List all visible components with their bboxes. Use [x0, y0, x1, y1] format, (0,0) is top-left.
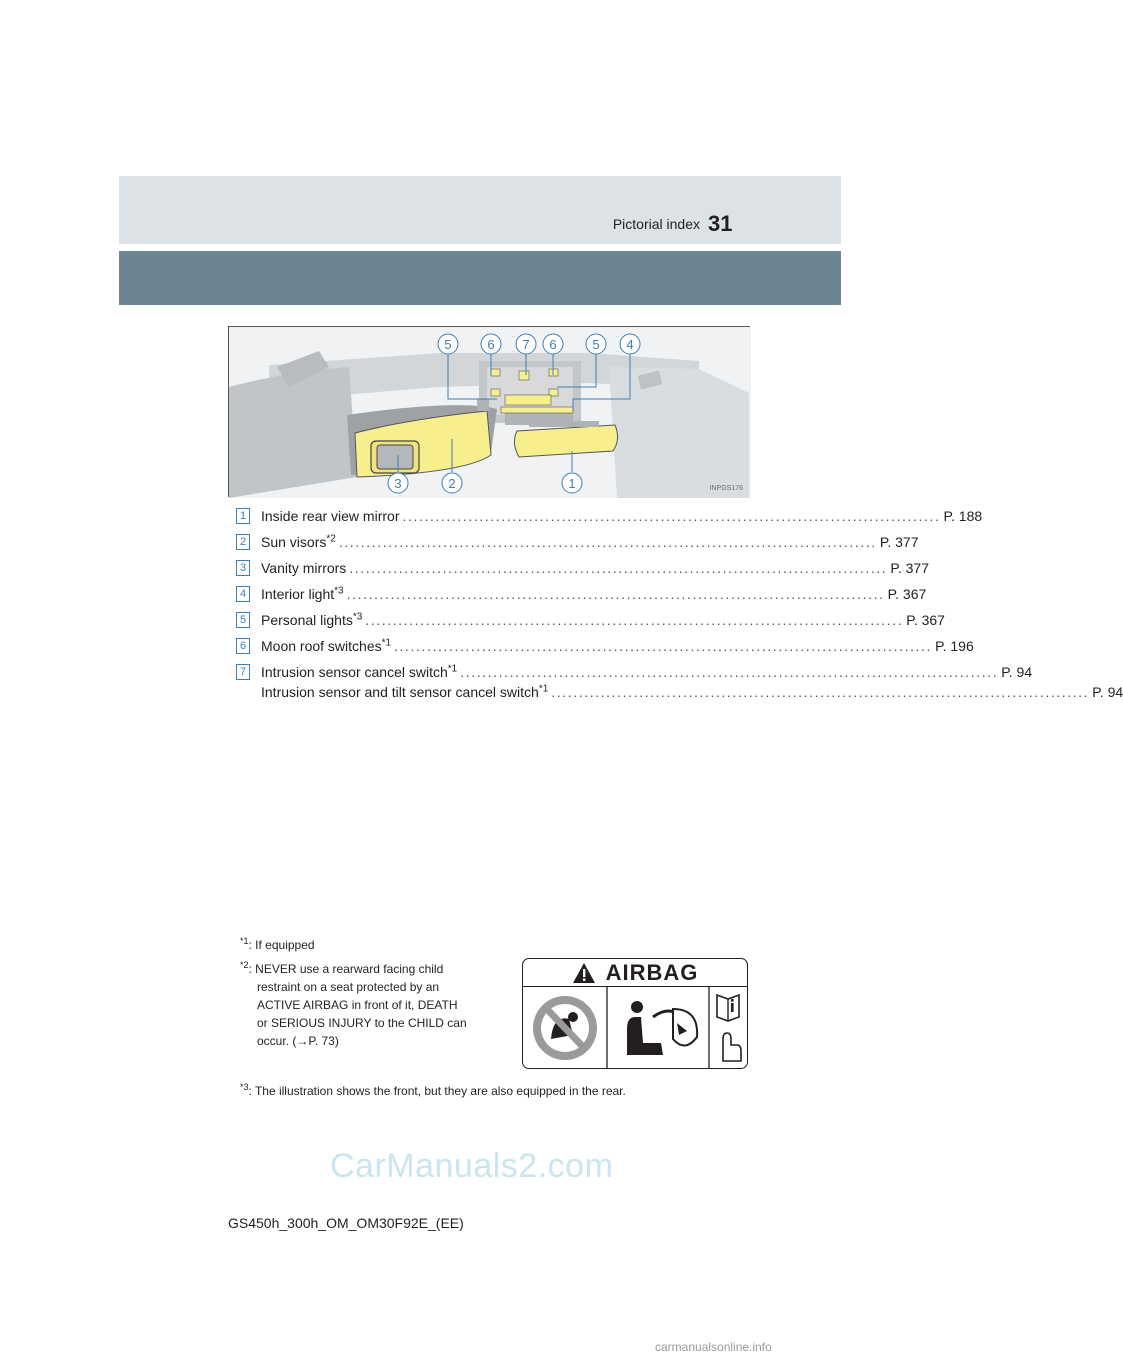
page-ref: P. 367 [906, 612, 945, 628]
overhead-illustration [228, 326, 750, 497]
item-number: 1 [236, 508, 250, 524]
index-row [236, 532, 919, 558]
index-list [236, 506, 1123, 708]
overhead-console-drawing [229, 327, 751, 498]
figure-code: INPGS176 [709, 485, 743, 492]
index-entry[interactable] [261, 610, 945, 630]
section-title: Pictorial index [612, 216, 700, 232]
header-band [119, 176, 841, 244]
callout-top-5: 5 [592, 337, 600, 352]
callout-bottom-3: 1 [568, 476, 576, 491]
index-row [236, 558, 929, 584]
leader-dots: .................................................................................................. [551, 684, 1090, 700]
page-ref: P. 94 [1092, 684, 1123, 700]
item-number: 4 [236, 586, 250, 602]
callout-bottom-2: 2 [448, 476, 456, 491]
index-entry[interactable] [261, 532, 919, 552]
manual-code: GS450h_300h_OM_OM30F92E_(EE) [228, 1215, 464, 1231]
leader-dots: .................................................................................................. [338, 534, 877, 550]
index-entry[interactable] [261, 558, 929, 578]
airbag-pictograms [523, 987, 747, 1069]
manual-book-icon [717, 995, 741, 1061]
warning-triangle-icon [572, 962, 596, 984]
callout-top-1: 5 [444, 337, 452, 352]
bottom-watermark: carmanualsonline.info [655, 1340, 772, 1354]
footnote-1: $^{*1}$: If equipped [240, 936, 315, 952]
item-label: Moon roof switches$^{*1}$ [261, 637, 392, 654]
seat-airbag-icon [627, 1001, 697, 1055]
item-number: 6 [236, 638, 250, 654]
leader-dots: .................................................................................................. [394, 638, 933, 654]
callout-top-6: 4 [626, 337, 634, 352]
footnote-mark: *2 [240, 960, 249, 970]
page-ref: P. 367 [887, 586, 927, 602]
item-sublabel: Intrusion sensor and tilt sensor cancel switch$^{*1}$ [261, 683, 549, 700]
callout-bottom-1: 3 [394, 476, 402, 491]
item-number: 2 [236, 534, 250, 550]
callout-top-4: 6 [549, 337, 557, 352]
no-child-seat-icon [533, 996, 597, 1060]
callout-top-3: 7 [522, 337, 530, 352]
leader-dots: .................................................................................................. [349, 560, 888, 576]
index-entry[interactable] [261, 584, 927, 604]
index-entry[interactable] [261, 636, 974, 656]
item-label: Personal lights$^{*3}$ [261, 611, 363, 628]
page-number: 31 [708, 211, 733, 236]
site-watermark: CarManuals2.com [330, 1147, 614, 1185]
index-row [236, 506, 983, 532]
item-label: Intrusion sensor cancel switch$^{*1}$ [261, 663, 458, 680]
footnote-2: $^{*2}$: NEVER use a rearward facing child restraint on a seat protected by an ACTIVE AIRBAG in front of it, DEATH or SERIOUS INJURY to the CHILD can occur. (→P. 73) [240, 960, 467, 1048]
leader-dots: .................................................................................................. [460, 664, 999, 680]
section-band [119, 251, 841, 305]
index-row [236, 584, 927, 610]
index-entry[interactable] [261, 506, 983, 526]
callout-top-2: 6 [487, 337, 495, 352]
index-row [236, 636, 974, 662]
airbag-warning-label [522, 958, 748, 1069]
footnote-mark: *1 [240, 936, 249, 946]
leader-dots: .................................................................................................. [346, 586, 885, 602]
item-label: Vanity mirrors [261, 560, 347, 576]
item-number: 3 [236, 560, 250, 576]
leader-dots: .................................................................................................. [365, 612, 904, 628]
item-label: Inside rear view mirror [261, 508, 400, 524]
page-ref: P. 94 [1001, 664, 1033, 680]
item-number: 5 [236, 612, 250, 628]
item-number: 7 [236, 664, 250, 680]
page-ref: P. 377 [890, 560, 929, 576]
page-ref: P. 188 [943, 508, 983, 524]
leader-dots: .................................................................................................. [402, 508, 941, 524]
page-ref: P. 196 [935, 638, 974, 654]
index-entry[interactable] [261, 662, 1033, 682]
index-row [236, 662, 1123, 708]
item-label: Sun visors$^{*2}$ [261, 533, 336, 550]
index-subentry[interactable] [261, 682, 1123, 702]
index-row [236, 610, 945, 636]
footnote-mark: *3 [240, 1082, 249, 1092]
item-label: Interior light$^{*3}$ [261, 585, 344, 602]
page-ref: P. 377 [879, 534, 919, 550]
airbag-title: AIRBAG [523, 959, 747, 987]
footnote-3: $^{*3}$: The illustration shows the front, but they are also equipped in the rear. [240, 1082, 626, 1098]
